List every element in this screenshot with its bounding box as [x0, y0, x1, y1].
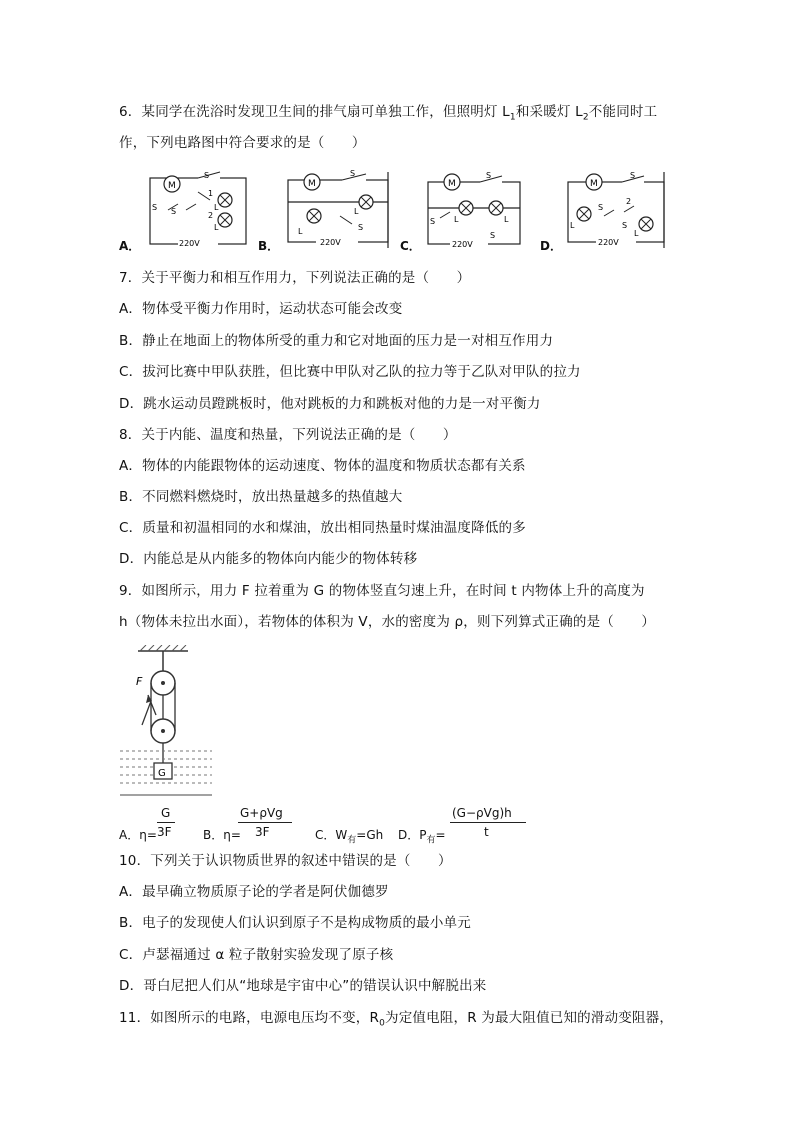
- q9-option-a-fraction-bar: [157, 822, 175, 823]
- q6-sub-1: 1: [509, 112, 516, 123]
- circuit-d-two: 2: [626, 197, 632, 206]
- circuit-d-l2: L: [634, 229, 639, 238]
- circuit-c-l2: L: [504, 215, 509, 224]
- circuit-b-voltage: 220V: [320, 238, 341, 247]
- q9-option-c-rest: =Gh: [356, 828, 384, 842]
- circuit-c-s1: S: [486, 171, 492, 180]
- circuit-a-l2: L: [214, 223, 219, 232]
- circuit-b-s1: S: [350, 169, 356, 178]
- q8-option-b: B．不同燃料燃烧时，放出热量越多的热值越大: [119, 489, 403, 505]
- circuit-d-diagram: [560, 168, 672, 252]
- q6-option-c-label: C．: [400, 239, 421, 253]
- circuit-b-diagram: [278, 168, 396, 252]
- q9-option-c: [315, 826, 383, 845]
- q9-option-a-numerator: G: [161, 806, 171, 820]
- q9-option-c-sub: 有: [347, 835, 357, 846]
- q6-option-d-label: D．: [540, 239, 562, 253]
- q9-option-b-label: B．η=: [203, 828, 241, 842]
- q9-option-d-p: D．P: [398, 828, 427, 842]
- q9-option-d-label: [398, 826, 446, 845]
- q10-stem: 10．下列关于认识物质世界的叙述中错误的是（ ）: [119, 853, 452, 869]
- pulley-figure: [118, 645, 214, 797]
- q9-option-b-fraction-bar: [238, 822, 292, 823]
- circuit-c-s3: S: [490, 231, 496, 240]
- circuit-d-s3: S: [622, 221, 628, 230]
- q9-option-d-sub: 有: [426, 835, 436, 846]
- q9-option-a-label: A．η=: [119, 828, 157, 842]
- circuit-a-two: 2: [208, 211, 214, 220]
- q6-text-a: 6．某同学在洗浴时发现卫生间的排气扇可单独工作，但照明灯 L: [119, 104, 510, 120]
- q9-stem-line1: 9．如图所示，用力 F 拉着重为 G 的物体竖直匀速上升，在时间 t 内物体上升的高度为: [119, 583, 645, 599]
- circuit-b-s3: S: [358, 223, 364, 232]
- q6-text-b: 和采暖灯 L: [515, 104, 583, 120]
- q10-option-a: A．最早确立物质原子论的学者是阿伏伽德罗: [119, 884, 389, 900]
- circuit-a-one: 1: [208, 189, 214, 198]
- pulley-force-label: F: [136, 675, 143, 688]
- q11-text-a: 11．如图所示的电路，电源电压均不变，R: [119, 1010, 380, 1026]
- circuit-a-l1: L: [214, 203, 219, 212]
- q9-option-d-numerator: (G−ρVg)h: [452, 806, 512, 820]
- circuit-a-s2: S: [152, 203, 158, 212]
- q6-text-c: 不能同时工: [588, 104, 658, 120]
- q9-option-d-denominator: t: [484, 825, 489, 839]
- circuit-d-s2: S: [598, 203, 604, 212]
- q8-option-a: A．物体的内能跟物体的运动速度、物体的温度和物质状态都有关系: [119, 458, 526, 474]
- q6-stem-line1: [119, 102, 657, 128]
- circuit-c-diagram: [420, 168, 532, 252]
- circuit-a-diagram: [138, 170, 250, 252]
- circuit-a-s1: S: [204, 171, 210, 180]
- q7-stem: 7．关于平衡力和相互作用力，下列说法正确的是（ ）: [119, 270, 471, 286]
- circuit-c-l1: L: [454, 215, 459, 224]
- circuit-b-l2: L: [298, 227, 303, 236]
- q11-text-b: 为定值电阻，R 为最大阻值已知的滑动变阻器，: [385, 1010, 674, 1026]
- q6-stem-line2: 作，下列电路图中符合要求的是（ ）: [119, 135, 366, 151]
- circuit-d-l1: L: [570, 221, 575, 230]
- q8-stem: 8．关于内能、温度和热量，下列说法正确的是（ ）: [119, 427, 457, 443]
- q9-option-c-w: C．W: [315, 828, 348, 842]
- circuit-a-motor: M: [168, 181, 176, 191]
- circuit-a-s3: S: [171, 207, 177, 216]
- q9-option-a-denominator: 3F: [157, 825, 172, 839]
- q6-option-a-label: A．: [119, 239, 141, 253]
- circuit-c-voltage: 220V: [452, 240, 473, 249]
- q11-stem: [119, 1008, 673, 1034]
- q10-option-c: C．卢瑟福通过 α 粒子散射实验发现了原子核: [119, 947, 394, 963]
- q9-option-b-numerator: G+ρVg: [240, 806, 283, 820]
- q8-option-c: C．质量和初温相同的水和煤油，放出相同热量时煤油温度降低的多: [119, 520, 526, 536]
- q10-option-b: B．电子的发现使人们认识到原子不是构成物质的最小单元: [119, 915, 471, 931]
- circuit-d-motor: M: [590, 179, 598, 189]
- circuit-a-voltage: 220V: [179, 239, 200, 248]
- circuit-b-motor: M: [308, 179, 316, 189]
- q7-option-c: C．拔河比赛中甲队获胜，但比赛中甲队对乙队的拉力等于乙队对甲队的拉力: [119, 364, 581, 380]
- q9-option-b-denominator: 3F: [255, 825, 270, 839]
- q7-option-a: A．物体受平衡力作用时，运动状态可能会改变: [119, 301, 403, 317]
- q6-sub-2: 2: [582, 112, 589, 123]
- q7-option-d: D．跳水运动员蹬跳板时，他对跳板的力和跳板对他的力是一对平衡力: [119, 396, 541, 412]
- circuit-c-s2: S: [430, 217, 436, 226]
- circuit-d-voltage: 220V: [598, 238, 619, 247]
- q7-option-b: B．静止在地面上的物体所受的重力和它对地面的压力是一对相互作用力: [119, 333, 554, 349]
- q6-option-b-label: B．: [258, 239, 280, 253]
- pulley-block-label: G: [158, 768, 166, 779]
- q9-stem-line2: h（物体未拉出水面），若物体的体积为 V，水的密度为 ρ，则下列算式正确的是（ ）: [119, 614, 656, 630]
- circuit-b-l1: L: [354, 207, 359, 216]
- q9-option-d-eq: =: [435, 828, 446, 842]
- q9-option-d-fraction-bar: [450, 822, 526, 823]
- q10-option-d: D．哥白尼把人们从“地球是宇宙中心”的错误认识中解脱出来: [119, 978, 487, 994]
- q11-sub-0: 0: [379, 1018, 385, 1029]
- q8-option-d: D．内能总是从内能多的物体向内能少的物体转移: [119, 551, 418, 567]
- circuit-c-motor: M: [448, 179, 456, 189]
- circuit-d-s1: S: [630, 171, 636, 180]
